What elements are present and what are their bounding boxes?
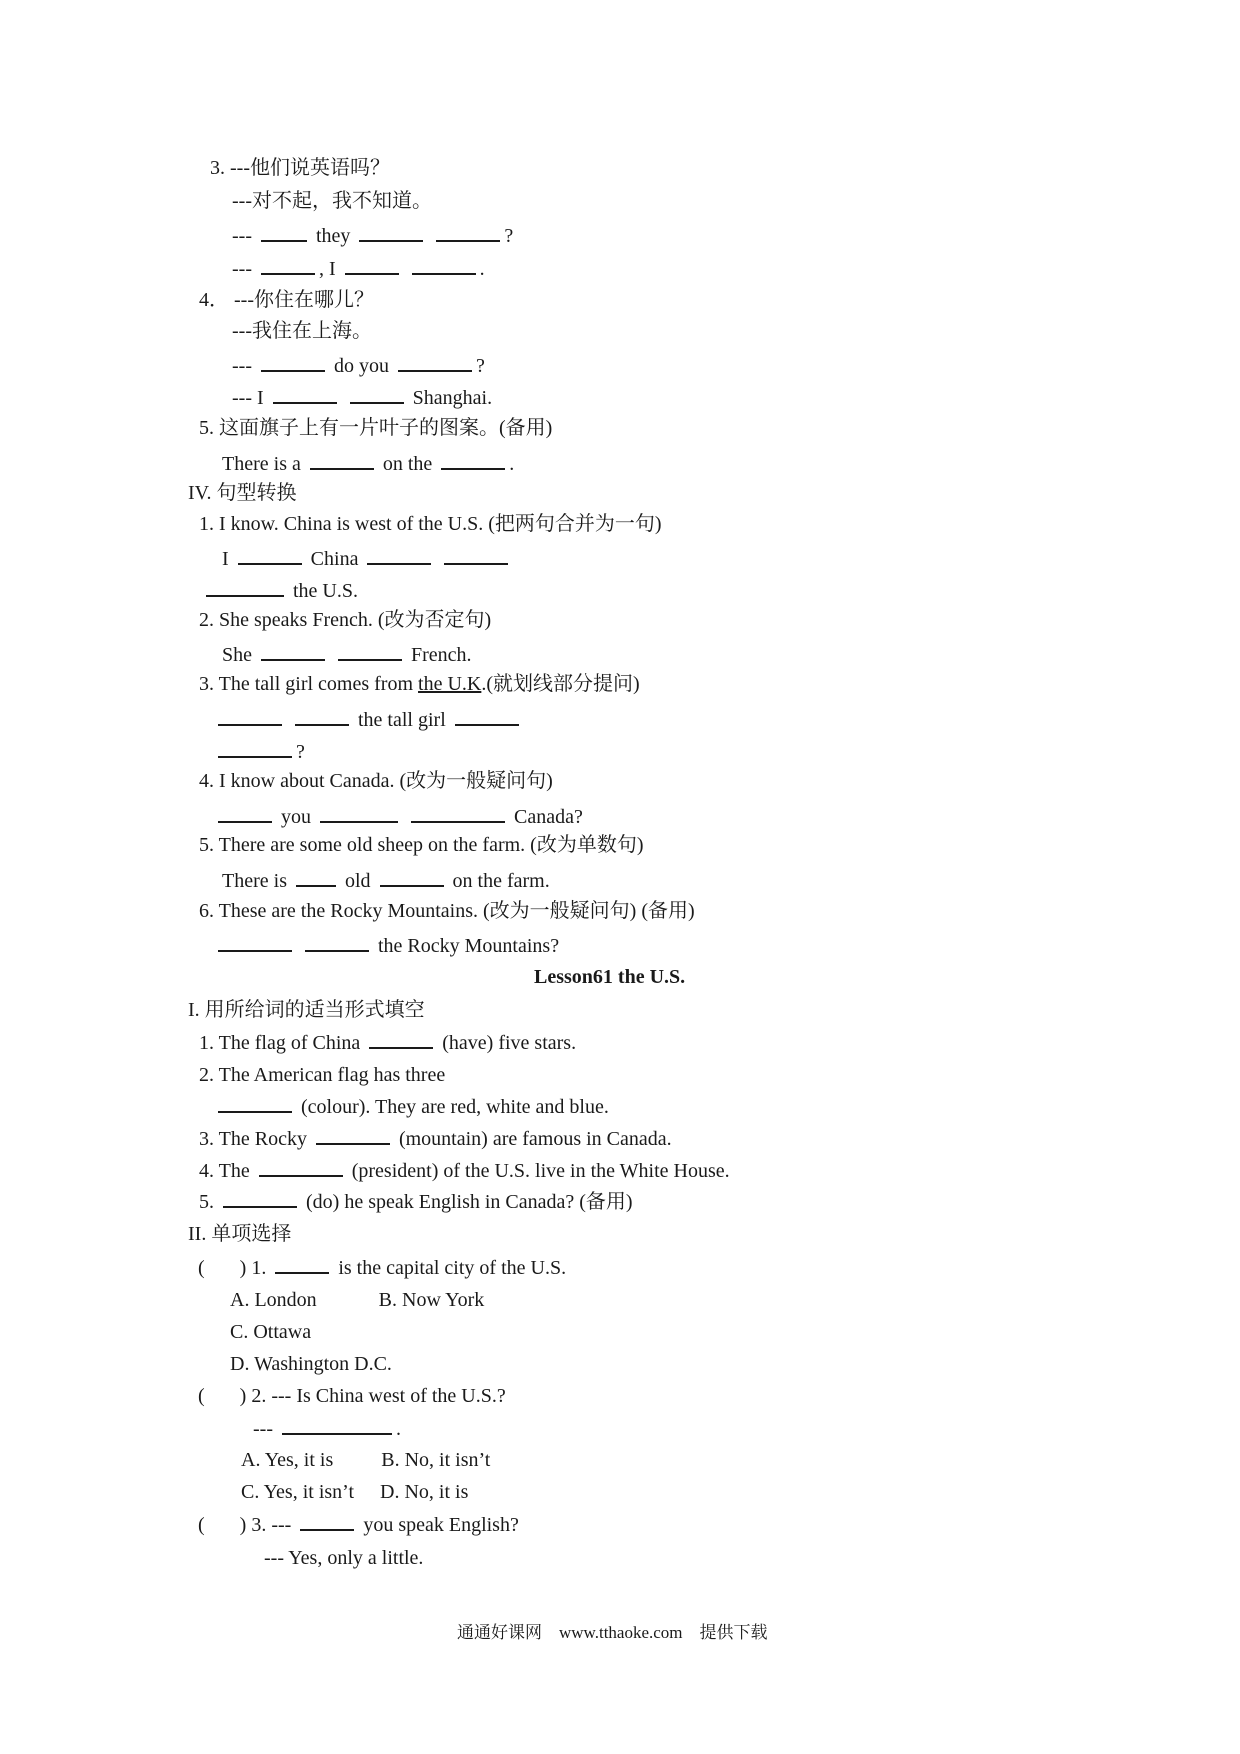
line-text: the tall girl [358, 709, 446, 731]
dash-prefix: --- I [232, 387, 264, 409]
underlined-text: the U.K [418, 673, 482, 695]
answer-blank[interactable] [350, 386, 404, 404]
section-ii-heading: II. 单项选择 [188, 1223, 292, 1245]
section-i-heading: I. 用所给词的适当形式填空 [188, 999, 425, 1021]
line-text: Shanghai. [412, 387, 493, 409]
answer-blank[interactable] [261, 224, 307, 242]
q3-en-line1 [232, 224, 513, 248]
line-text: old [344, 870, 371, 892]
answer-blank[interactable] [380, 869, 444, 887]
line-text: French. [411, 644, 472, 666]
answer-blank[interactable] [444, 547, 508, 565]
q4-en-line1 [232, 354, 485, 378]
question-text: ) 2. --- Is China west of the U.S.? [239, 1385, 506, 1407]
dash-prefix: --- [232, 355, 252, 377]
line-text: the U.S. [293, 580, 358, 602]
answer-blank[interactable] [411, 805, 505, 823]
iv-q5: 5. There are some old sheep on the farm. (改为单数句) [199, 834, 644, 856]
answer-blank[interactable] [273, 386, 337, 404]
line-text: There is a [222, 453, 301, 475]
dash-prefix: --- [232, 258, 252, 280]
line-text: I [222, 548, 229, 570]
dash-prefix: --- [232, 225, 252, 247]
option-d[interactable]: D. Washington D.C. [230, 1353, 392, 1375]
answer-blank[interactable] [275, 1256, 329, 1274]
line-text: (have) five stars. [442, 1032, 577, 1054]
line-text: , I [318, 258, 336, 280]
line-text: (president) of the U.S. live in the White House. [351, 1160, 730, 1182]
ii-q2 [198, 1384, 506, 1408]
answer-blank[interactable] [398, 354, 472, 372]
iv-q2-answer [222, 643, 472, 667]
option-b[interactable]: B. Now York [378, 1289, 485, 1311]
answer-blank[interactable] [261, 257, 315, 275]
answer-blank[interactable] [455, 708, 519, 726]
answer-blank[interactable] [345, 257, 399, 275]
line-text: There is [222, 870, 287, 892]
answer-blank[interactable] [261, 643, 325, 661]
section-iv-heading: IV. 句型转换 [188, 482, 297, 504]
ii-q3 [198, 1513, 519, 1537]
answer-blank[interactable] [259, 1159, 343, 1177]
ii-q1-options-ab [230, 1288, 484, 1312]
line-text: on the farm. [452, 870, 550, 892]
answer-blank[interactable] [436, 224, 500, 242]
line-text: you [281, 806, 311, 828]
answer-blank[interactable] [218, 708, 282, 726]
q4-line-cn1 [199, 288, 374, 312]
answer-paren[interactable]: ( [198, 1257, 205, 1279]
iv-q4-answer [218, 805, 583, 829]
answer-blank[interactable] [320, 805, 398, 823]
iv-q4: 4. I know about Canada. (改为一般疑问句) [199, 770, 553, 792]
punct: . [395, 1418, 401, 1440]
punct: ? [504, 225, 514, 247]
line-text: She [222, 644, 252, 666]
question-number: ) 1. [239, 1257, 267, 1279]
q3-line-cn1 [210, 156, 390, 180]
iv-q5-answer [222, 869, 550, 893]
line-text: Canada? [514, 806, 583, 828]
option-d[interactable]: D. No, it is [380, 1481, 469, 1503]
i-q2: 2. The American flag has three [199, 1064, 446, 1086]
line-text: (do) he speak English in Canada? (备用) [306, 1191, 633, 1213]
q3-en-line2 [232, 257, 485, 281]
punct: . [479, 258, 485, 280]
option-b[interactable]: B. No, it isn’t [381, 1449, 491, 1471]
iv-q1: 1. I know. China is west of the U.S. (把两句合并为一句) [199, 513, 662, 535]
question-text: .(就划线部分提问) [481, 673, 640, 695]
line-text: (colour). They are red, white and blue. [301, 1096, 609, 1118]
ii-q2-options-ab [241, 1448, 490, 1472]
answer-blank[interactable] [338, 643, 402, 661]
q4-cn-question: ---你住在哪儿？ [234, 289, 374, 311]
iv-q3 [199, 672, 640, 696]
iv-q1-answer-line1 [222, 547, 512, 571]
answer-paren[interactable]: ( [198, 1385, 205, 1407]
line-text: China [310, 548, 359, 570]
line-text: 3. The Rocky [199, 1128, 307, 1150]
answer-blank[interactable] [218, 934, 292, 952]
ii-q3-answer: --- Yes, only a little. [264, 1547, 424, 1569]
answer-blank[interactable] [218, 1095, 292, 1113]
iv-q3-answer-line1 [218, 708, 523, 732]
answer-paren[interactable]: ( [198, 1514, 205, 1536]
q3-cn-question: ---他们说英语吗？ [230, 157, 390, 179]
i-q2-cont [218, 1095, 609, 1119]
answer-blank[interactable] [412, 257, 476, 275]
ii-q2-options-cd [241, 1480, 468, 1504]
q4-number: 4． [199, 289, 229, 311]
answer-blank[interactable] [316, 1127, 390, 1145]
answer-blank[interactable] [282, 1417, 392, 1435]
line-text: (mountain) are famous in Canada. [398, 1128, 672, 1150]
line-text: the Rocky Mountains? [378, 935, 560, 957]
dash-prefix: --- [253, 1418, 273, 1440]
i-q3 [199, 1127, 672, 1151]
question-text: you speak English? [363, 1514, 519, 1536]
option-a[interactable]: A. London [230, 1289, 317, 1311]
answer-blank[interactable] [295, 708, 349, 726]
line-text: on the [382, 453, 433, 475]
answer-blank[interactable] [218, 740, 292, 758]
q3-number: 3. [210, 157, 225, 179]
option-c[interactable]: C. Ottawa [230, 1321, 312, 1343]
q3-cn-answer: ---对不起，我不知道。 [232, 190, 432, 212]
lesson-title: Lesson61 the U.S. [534, 966, 686, 988]
question-text: 3. The tall girl comes from [199, 673, 419, 695]
question-number: ) 3. --- [239, 1514, 292, 1536]
punct: ? [475, 355, 485, 377]
line-text: 1. The flag of China [199, 1032, 361, 1054]
option-c[interactable]: C. Yes, it isn’t [241, 1481, 355, 1503]
line-text: they [315, 225, 351, 247]
iv-q6-answer [218, 934, 559, 958]
answer-blank[interactable] [367, 547, 431, 565]
line-text: 4. The [199, 1160, 250, 1182]
answer-blank[interactable] [359, 224, 423, 242]
question-text: is the capital city of the U.S. [338, 1257, 567, 1279]
answer-blank[interactable] [441, 452, 505, 470]
answer-blank[interactable] [300, 1513, 354, 1531]
answer-blank[interactable] [261, 354, 325, 372]
iv-q3-answer-line2 [218, 740, 305, 764]
line-text: 5. [199, 1191, 214, 1213]
punct: . [509, 453, 515, 475]
iv-q1-answer-line2 [206, 579, 358, 603]
answer-blank[interactable] [223, 1190, 297, 1208]
line-text: do you [333, 355, 389, 377]
answer-blank[interactable] [218, 805, 272, 823]
iv-q6: 6. These are the Rocky Mountains. (改为一般疑问句) (备用) [199, 900, 695, 922]
iv-q2: 2. She speaks French. (改为否定句) [199, 609, 492, 631]
q5-cn: 5. 这面旗子上有一片叶子的图案。(备用) [199, 417, 553, 439]
answer-blank[interactable] [238, 547, 302, 565]
ii-q1 [198, 1256, 566, 1280]
q4-en-line2 [232, 386, 492, 410]
answer-blank[interactable] [310, 452, 374, 470]
i-q1 [199, 1031, 576, 1055]
punct: ? [296, 741, 305, 763]
i-q4 [199, 1159, 730, 1183]
i-q5 [199, 1190, 633, 1214]
page-footer: 通通好课网 www.tthaoke.com 提供下载 [457, 1623, 768, 1642]
ii-q2-answer [253, 1417, 401, 1441]
answer-blank[interactable] [206, 579, 284, 597]
answer-blank[interactable] [369, 1031, 433, 1049]
q5-en [222, 452, 514, 476]
answer-blank[interactable] [296, 869, 336, 887]
option-a[interactable]: A. Yes, it is [241, 1449, 334, 1471]
q4-cn-answer: ---我住在上海。 [232, 320, 372, 342]
answer-blank[interactable] [305, 934, 369, 952]
